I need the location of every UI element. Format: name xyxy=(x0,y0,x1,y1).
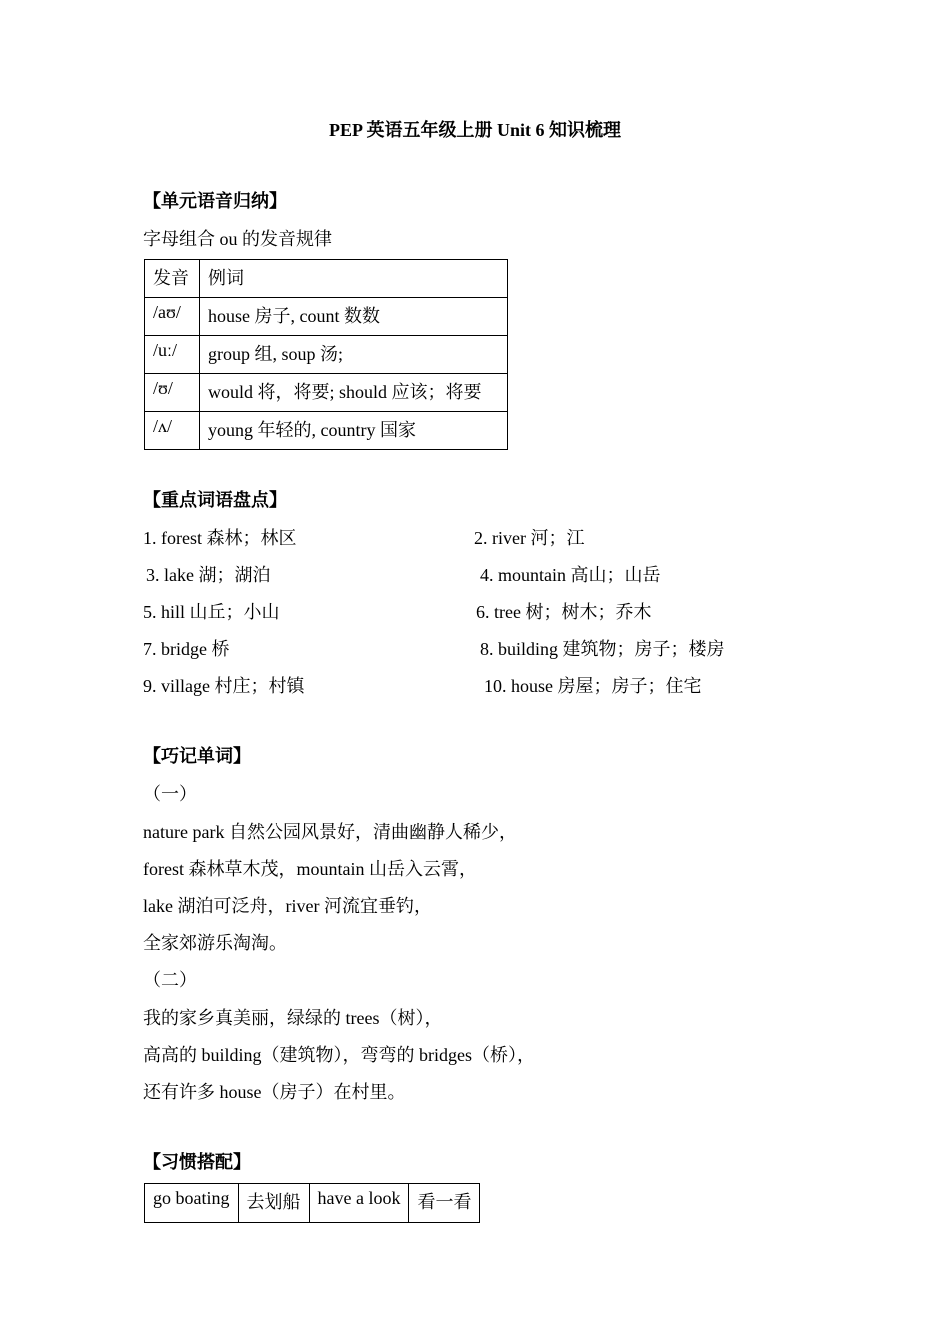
table-header-row xyxy=(145,260,508,298)
collocation-meaning: 去划船 xyxy=(238,1184,309,1223)
table-row xyxy=(145,412,508,450)
header-examples: 例词 xyxy=(200,260,508,298)
pronunciation-intro: 字母组合 ou 的发音规律 xyxy=(143,229,332,249)
memory-line: 还有许多 house（房子）在村里。 xyxy=(143,1082,406,1102)
collocation-phrase: have a look xyxy=(309,1184,409,1223)
header-sound: 发音 xyxy=(145,260,200,298)
pronunciation-table xyxy=(144,259,508,450)
memory-line: 全家郊游乐淘淘。 xyxy=(143,933,287,953)
memory-part1-label: （一） xyxy=(143,784,197,804)
examples-cell: group 组, soup 汤; xyxy=(200,336,508,374)
vocab-item: 4. mountain 高山；山岳 xyxy=(480,565,661,585)
vocabulary-heading: 【重点词语盘点】 xyxy=(143,490,287,510)
memory-heading: 【巧记单词】 xyxy=(143,746,251,766)
sound-cell: /ʊ/ xyxy=(145,374,200,412)
vocab-item: 5. hill 山丘；小山 xyxy=(143,602,280,622)
examples-cell: house 房子, count 数数 xyxy=(200,298,508,336)
memory-part2-label: （二） xyxy=(143,970,197,990)
memory-line: 高高的 building（建筑物），弯弯的 bridges（桥）， xyxy=(143,1045,535,1065)
table-row xyxy=(145,1184,480,1223)
vocab-item: 2. river 河；江 xyxy=(474,528,585,548)
vocab-item: 3. lake 湖；湖泊 xyxy=(146,565,271,585)
sound-cell: /aʊ/ xyxy=(145,298,200,336)
memory-line: nature park 自然公园风景好，清曲幽静人稀少， xyxy=(143,822,517,842)
collocation-phrase: go boating xyxy=(145,1184,239,1223)
vocab-item: 10. house 房屋；房子；住宅 xyxy=(484,676,702,696)
collocations-heading: 【习惯搭配】 xyxy=(143,1152,251,1172)
vocab-item: 8. building 建筑物；房子；楼房 xyxy=(480,639,725,659)
memory-line: forest 森林草木茂，mountain 山岳入云霄， xyxy=(143,859,477,879)
table-row xyxy=(145,336,508,374)
vocab-item: 6. tree 树；树木；乔木 xyxy=(476,602,652,622)
vocab-item: 7. bridge 桥 xyxy=(143,639,230,659)
sound-cell: /ʌ/ xyxy=(145,412,200,450)
collocations-table xyxy=(144,1183,480,1223)
page-title: PEP 英语五年级上册 Unit 6 知识梳理 xyxy=(328,120,621,140)
collocation-meaning: 看一看 xyxy=(409,1184,480,1223)
examples-cell: young 年轻的, country 国家 xyxy=(200,412,508,450)
examples-cell: would 将，将要; should 应该；将要 xyxy=(200,374,508,412)
table-row xyxy=(145,374,508,412)
vocab-item: 1. forest 森林；林区 xyxy=(143,528,297,548)
pronunciation-heading: 【单元语音归纳】 xyxy=(143,191,287,211)
table-row xyxy=(145,298,508,336)
memory-line: 我的家乡真美丽，绿绿的 trees（树）， xyxy=(143,1008,443,1028)
sound-cell: /uː/ xyxy=(145,336,200,374)
memory-line: lake 湖泊可泛舟，river 河流宜垂钓， xyxy=(143,896,432,916)
vocab-item: 9. village 村庄；村镇 xyxy=(143,676,305,696)
